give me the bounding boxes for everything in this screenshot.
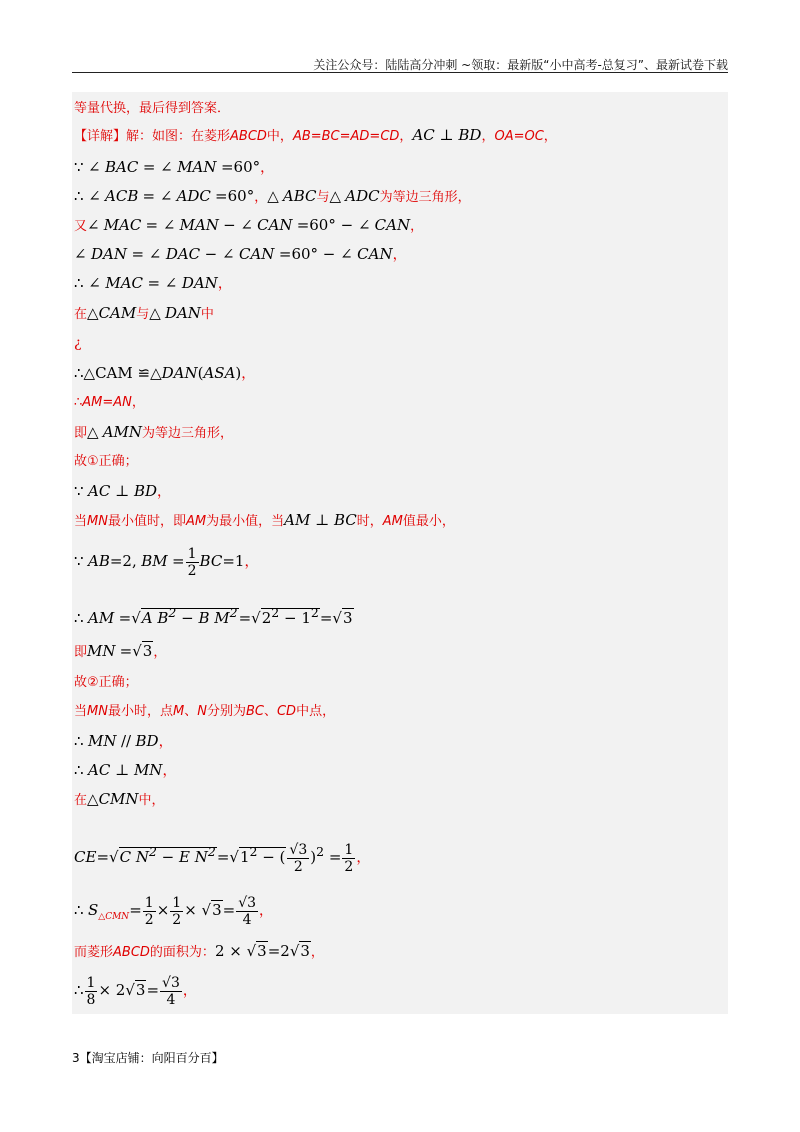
text-line-17: ∴ AM =√A $B^2 - B$ $M^2=√2^2 - 1^2=√3$ — [74, 605, 353, 627]
fraction: $\frac{1}{2}$ — [187, 545, 197, 579]
text-line-10: ∴△CAM ≌△DAN(ASA)， — [74, 364, 256, 382]
text-line-8: 在△CAM与△ DAN中 — [74, 304, 214, 322]
text-line-12: 即△ AMN为等边三角形， — [74, 423, 234, 441]
text-line-13: 故①正确； — [74, 454, 138, 469]
text-line-27: ∴ $\frac{1}{8}$ × 2√3= $\frac{√3}{4}$ ， — [74, 974, 197, 1008]
text-line-3: ∵ ∠ BAC = ∠ MAN =60°， — [74, 158, 275, 176]
fraction: $\frac{√3}{4}$ — [238, 894, 257, 928]
text-line-4: ∴ ∠ ACB = ∠ ADC =60°，△ ABC与△ ADC为等边三角形， — [74, 187, 471, 205]
text-line-14: ∵ AC ⊥ BD， — [74, 482, 172, 500]
page-header: 关注公众号：陆陆高分冲刺 ~领取：最新版“小中高考-总复习”、最新试卷下载 — [313, 58, 728, 72]
text-line-9: ¿ — [74, 335, 82, 351]
text-line-16: ∵ AB=2, BM = $\frac{1}{2}$ BC=1， — [74, 545, 259, 579]
text-line-22: ∴ AC ⊥ MN， — [74, 761, 177, 779]
text-line-15: 当MN最小值时，即AM为最小值，当AM ⊥ BC时，AM值最小， — [74, 511, 455, 529]
fraction: $\frac{1}{8}$ — [86, 974, 96, 1008]
text-line-20: 当MN最小时，点M、N分别为BC、CD中点， — [74, 704, 336, 719]
fraction: $\frac{1}{2}$ — [344, 841, 354, 875]
text-line-26: 而菱形ABCD的面积为：2 × √3=2√3， — [74, 942, 324, 960]
text-line-11: ∴AM=AN， — [74, 395, 145, 410]
fraction: $\frac{1}{2}$ — [144, 894, 154, 928]
fraction: $\frac{1}{2}$ — [172, 894, 182, 928]
fraction: $\frac{√3}{4}$ — [162, 974, 180, 1008]
text-line-2: 【详解】解：如图：在菱形ABCD中，AB=BC=AD=CD，AC ⊥ BD，OA=OC， — [74, 126, 557, 144]
page-footer: 3【淘宝店铺：向阳百分百】 — [72, 1051, 224, 1065]
text-line-6: ∠ DAN = ∠ DAC − ∠ CAN =60° − ∠ CAN， — [74, 245, 407, 263]
text-line-23: 在△CMN中， — [74, 790, 165, 808]
text-line-21: ∴ MN // BD， — [74, 732, 173, 750]
header-rule — [72, 72, 728, 73]
fraction: $\frac{√3}{2}$ — [289, 841, 308, 875]
text-line-19: 故②正确； — [74, 675, 138, 690]
text-line-24: CE=√C $N^2 - E$ $N^2=√1^2$ − ( $\frac{√3}{2}$ )$^2$ = $\frac{1}{2}$ ， — [74, 841, 371, 875]
text-line-1: 等量代换，最后得到答案． — [74, 101, 231, 116]
text-line-5: 又∠ MAC = ∠ MAN − ∠ CAN =60° − ∠ CAN， — [74, 216, 424, 234]
text-line-7: ∴ ∠ MAC = ∠ DAN， — [74, 274, 232, 292]
text-line-25: ∴ $S_{\triangle CMN}=$ $\frac{1}{2}$ × $\frac{1}{2}$ × √3= $\frac{√3}{4}$ ， — [74, 894, 274, 928]
text-line-18: 即MN =√3， — [74, 642, 167, 660]
solution-panel — [72, 92, 728, 1014]
